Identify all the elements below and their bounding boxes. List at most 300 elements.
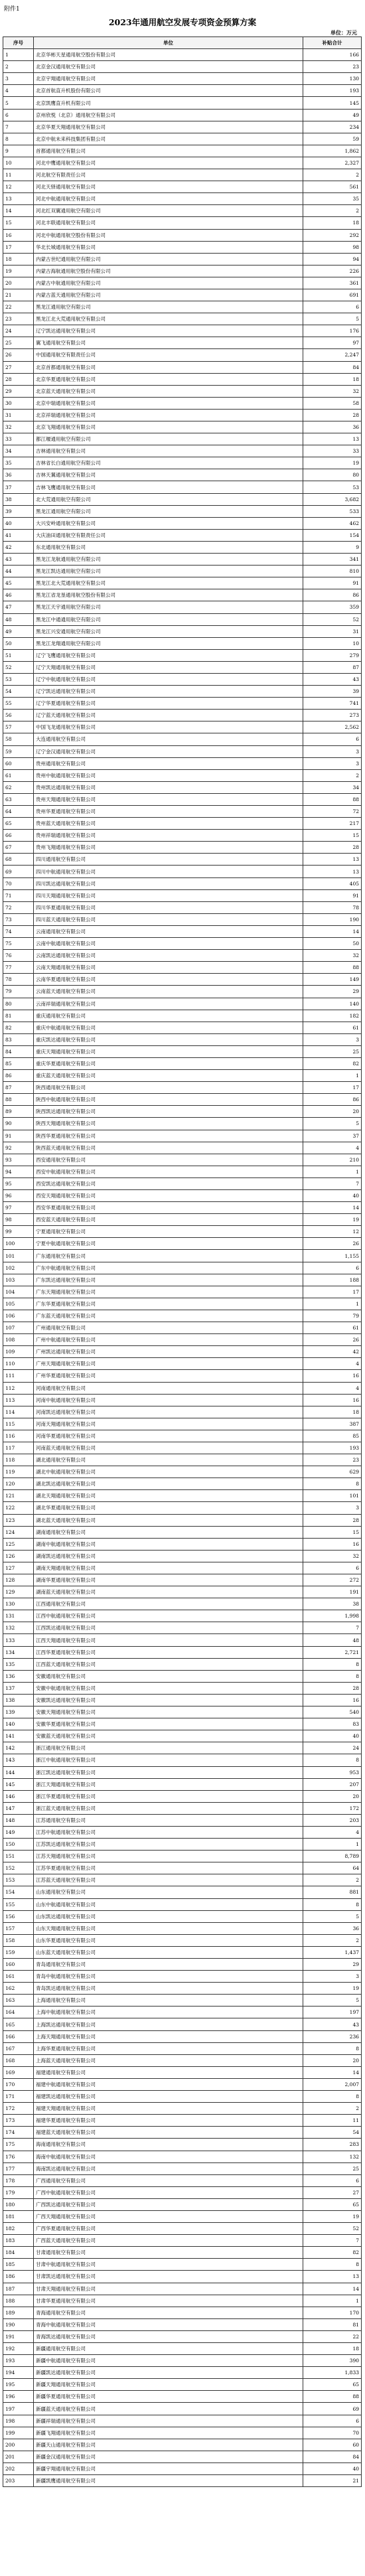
row-subsidy: 53 — [303, 481, 362, 493]
row-subsidy: 84 — [303, 361, 362, 373]
row-index: 61 — [3, 769, 34, 781]
table-row — [3, 938, 362, 950]
row-company: 西安天翔通用航空有限公司 — [34, 1190, 303, 1202]
row-index: 14 — [3, 205, 34, 217]
table-row — [3, 1778, 362, 1790]
row-company: 湖南华夏通用航空有限公司 — [34, 1574, 303, 1586]
row-company: 重庆天翔通用航空有限公司 — [34, 1045, 303, 1057]
table-row — [3, 1550, 362, 1562]
row-company: 福建天翔通用航空有限公司 — [34, 2103, 303, 2115]
row-company: 北京凯鹰直升机有限公司 — [34, 97, 303, 109]
table-row — [3, 409, 362, 421]
table-row — [3, 1790, 362, 1802]
row-index: 137 — [3, 1682, 34, 1694]
table-row — [3, 986, 362, 998]
row-company: 山东中航通用航空有限公司 — [34, 1898, 303, 1910]
table-row — [3, 686, 362, 698]
row-subsidy: 81 — [303, 2318, 362, 2330]
row-subsidy: 533 — [303, 505, 362, 517]
table-row — [3, 397, 362, 409]
table-row — [3, 1166, 362, 1177]
row-company: 辽宁凯达通用航空有限公司 — [34, 325, 303, 337]
row-company: 青岛凯达通用航空有限公司 — [34, 1983, 303, 1995]
row-subsidy: 32 — [303, 950, 362, 962]
row-index: 112 — [3, 1382, 34, 1394]
row-company: 新疆飞翔通用航空有限公司 — [34, 2427, 303, 2439]
row-index: 139 — [3, 1706, 34, 1718]
table-row — [3, 854, 362, 866]
row-index: 21 — [3, 289, 34, 301]
row-company: 贵州天翔通用航空有限公司 — [34, 793, 303, 805]
row-company: 吉林天翼通用航空有限公司 — [34, 469, 303, 481]
row-subsidy: 3,682 — [303, 493, 362, 505]
row-company: 黑龙江省龙垦通用航空股份有限公司 — [34, 589, 303, 601]
table-row — [3, 1250, 362, 1262]
row-company: 首都通用航空有限公司 — [34, 145, 303, 157]
row-index: 79 — [3, 986, 34, 998]
row-index: 50 — [3, 637, 34, 649]
row-company: 陕西凯达通用航空有限公司 — [34, 1106, 303, 1118]
row-subsidy: 2,327 — [303, 157, 362, 169]
row-company: 广州凯达通用航空有限公司 — [34, 1346, 303, 1358]
row-index: 43 — [3, 554, 34, 566]
row-company: 云南华夏通用航空有限公司 — [34, 974, 303, 986]
row-company: 翼飞通用航空有限公司 — [34, 337, 303, 349]
row-subsidy: 8 — [303, 2259, 362, 2271]
row-company: 安徽天翔通用航空有限公司 — [34, 1706, 303, 1718]
row-company: 中国通用航空有限责任公司 — [34, 349, 303, 361]
row-index: 133 — [3, 1634, 34, 1646]
row-index: 82 — [3, 1022, 34, 1033]
row-subsidy: 4 — [303, 1382, 362, 1394]
row-index: 105 — [3, 1298, 34, 1310]
table-row — [3, 1874, 362, 1886]
row-subsidy: 18 — [303, 2343, 362, 2355]
table-row — [3, 241, 362, 253]
row-company: 北京蓝天通用航空有限公司 — [34, 385, 303, 397]
row-index: 173 — [3, 2115, 34, 2127]
row-index: 7 — [3, 121, 34, 133]
row-subsidy: 72 — [303, 806, 362, 818]
unit-label: 单位：万元 — [330, 29, 357, 36]
row-subsidy: 2 — [303, 1874, 362, 1886]
row-subsidy: 52 — [303, 613, 362, 625]
table-row — [3, 529, 362, 541]
row-subsidy: 2,247 — [303, 349, 362, 361]
table-row — [3, 889, 362, 901]
row-company: 北京华夏天翔通用航空有限公司 — [34, 121, 303, 133]
row-company: 甘肃凯达通用航空有限公司 — [34, 2271, 303, 2283]
row-company: 海南通用航空有限公司 — [34, 2139, 303, 2151]
table-row — [3, 2091, 362, 2103]
row-index: 156 — [3, 1910, 34, 1922]
row-index: 153 — [3, 1874, 34, 1886]
row-index: 66 — [3, 830, 34, 842]
row-index: 194 — [3, 2367, 34, 2379]
table-row — [3, 721, 362, 733]
row-company: 北京华彬天星通用航空股份有限公司 — [34, 49, 303, 61]
row-company: 黑龙江通用航空有限公司 — [34, 505, 303, 517]
table-row — [3, 1959, 362, 1971]
table-row — [3, 2030, 362, 2042]
row-index: 163 — [3, 1995, 34, 2007]
row-subsidy: 132 — [303, 2151, 362, 2162]
row-company: 山东通用航空有限公司 — [34, 1886, 303, 1898]
row-index: 16 — [3, 229, 34, 241]
row-index: 15 — [3, 217, 34, 229]
row-company: 陕西天翔通用航空有限公司 — [34, 1118, 303, 1130]
row-company: 浙江华夏通用航空有限公司 — [34, 1790, 303, 1802]
row-index: 94 — [3, 1166, 34, 1177]
row-subsidy: 24 — [303, 1742, 362, 1754]
table-row — [3, 1922, 362, 1934]
row-index: 44 — [3, 566, 34, 577]
row-company: 黑龙江凯达通用航空有限公司 — [34, 566, 303, 577]
table-row — [3, 1478, 362, 1490]
row-subsidy: 43 — [303, 673, 362, 685]
table-row — [3, 1934, 362, 1946]
table-row — [3, 2259, 362, 2271]
row-subsidy: 26 — [303, 1334, 362, 1346]
row-subsidy: 5 — [303, 1118, 362, 1130]
row-company: 北京中瑞通用航空有限公司 — [34, 397, 303, 409]
row-company: 内蒙古中航通用航空有限公司 — [34, 277, 303, 289]
row-index: 98 — [3, 1214, 34, 1226]
table-row — [3, 121, 362, 133]
row-subsidy: 1 — [303, 1070, 362, 1082]
row-subsidy: 341 — [303, 554, 362, 566]
row-company: 广东华夏通用航空有限公司 — [34, 1298, 303, 1310]
table-row — [3, 541, 362, 553]
row-subsidy: 130 — [303, 73, 362, 85]
row-company: 山东华夏通用航空有限公司 — [34, 1934, 303, 1946]
row-company: 湖北通用航空有限公司 — [34, 1454, 303, 1466]
row-subsidy: 182 — [303, 1010, 362, 1022]
row-company: 江苏凯达通用航空有限公司 — [34, 1839, 303, 1851]
row-index: 131 — [3, 1610, 34, 1622]
row-subsidy: 7 — [303, 2235, 362, 2247]
table-row — [3, 1070, 362, 1082]
row-company: 内蒙古世纪通用航空有限公司 — [34, 253, 303, 265]
row-company: 北京飞翔通用航空有限公司 — [34, 421, 303, 433]
row-subsidy: 86 — [303, 589, 362, 601]
row-company: 辽宁天翔通用航空有限公司 — [34, 661, 303, 673]
row-subsidy: 13 — [303, 866, 362, 877]
row-company: 贵州祥瑞通用航空有限公司 — [34, 830, 303, 842]
row-company: 四川蓝天通用航空有限公司 — [34, 913, 303, 925]
table-row — [3, 1190, 362, 1202]
row-subsidy: 1,833 — [303, 2367, 362, 2379]
row-company: 新疆凯鹰通用航空有限公司 — [34, 2475, 303, 2487]
table-row — [3, 1154, 362, 1166]
row-subsidy: 7 — [303, 1622, 362, 1634]
row-index: 126 — [3, 1550, 34, 1562]
table-row — [3, 2151, 362, 2162]
row-index: 37 — [3, 481, 34, 493]
row-index: 83 — [3, 1033, 34, 1045]
row-subsidy: 203 — [303, 1814, 362, 1826]
table-row — [3, 2415, 362, 2427]
row-company: 大庆油田通用航空有限责任公司 — [34, 529, 303, 541]
row-company: 吉林通用航空有限公司 — [34, 445, 303, 457]
row-index: 103 — [3, 1274, 34, 1286]
table-row — [3, 962, 362, 974]
row-company: 广州中航通用航空有限公司 — [34, 1334, 303, 1346]
table-row — [3, 2210, 362, 2222]
row-subsidy: 166 — [303, 49, 362, 61]
table-row — [3, 2403, 362, 2415]
table-row — [3, 1346, 362, 1358]
row-company: 河南蓝天通用航空有限公司 — [34, 1442, 303, 1454]
row-subsidy: 16 — [303, 1694, 362, 1706]
table-row — [3, 2462, 362, 2474]
row-company: 浙江通用航空有限公司 — [34, 1742, 303, 1754]
row-index: 195 — [3, 2379, 34, 2391]
row-index: 89 — [3, 1106, 34, 1118]
row-subsidy: 25 — [303, 1045, 362, 1057]
row-index: 102 — [3, 1262, 34, 1274]
table-row — [3, 866, 362, 877]
table-row — [3, 601, 362, 613]
row-index: 42 — [3, 541, 34, 553]
table-row — [3, 1610, 362, 1622]
row-index: 168 — [3, 2054, 34, 2066]
row-subsidy: 390 — [303, 2355, 362, 2367]
table-row — [3, 925, 362, 937]
row-subsidy: 8,789 — [303, 1851, 362, 1862]
row-company: 浙江天翔通用航空有限公司 — [34, 1778, 303, 1790]
row-company: 辽宁中航通用航空有限公司 — [34, 673, 303, 685]
row-index: 179 — [3, 2186, 34, 2198]
row-index: 48 — [3, 613, 34, 625]
row-index: 96 — [3, 1190, 34, 1202]
table-row — [3, 325, 362, 337]
row-subsidy: 88 — [303, 962, 362, 974]
table-row — [3, 2295, 362, 2307]
row-subsidy: 3 — [303, 1971, 362, 1983]
table-row — [3, 1226, 362, 1238]
row-index: 181 — [3, 2210, 34, 2222]
table-row — [3, 1418, 362, 1430]
row-company: 北京祥瑞通用航空有限公司 — [34, 409, 303, 421]
row-subsidy: 172 — [303, 1802, 362, 1814]
row-subsidy: 6 — [303, 1262, 362, 1274]
row-subsidy: 22 — [303, 2330, 362, 2342]
row-subsidy: 1 — [303, 1839, 362, 1851]
row-subsidy: 37 — [303, 1130, 362, 1142]
row-subsidy: 8 — [303, 1658, 362, 1670]
table-row — [3, 950, 362, 962]
row-index: 5 — [3, 97, 34, 109]
row-subsidy: 283 — [303, 2139, 362, 2151]
table-row — [3, 229, 362, 241]
row-index: 157 — [3, 1922, 34, 1934]
row-subsidy: 1 — [303, 1298, 362, 1310]
table-row — [3, 2475, 362, 2487]
row-index: 32 — [3, 421, 34, 433]
row-index: 39 — [3, 505, 34, 517]
row-index: 172 — [3, 2103, 34, 2115]
table-row — [3, 589, 362, 601]
row-index: 165 — [3, 2018, 34, 2030]
row-subsidy: 19 — [303, 1983, 362, 1995]
row-company: 陕西中航通用航空有限公司 — [34, 1094, 303, 1106]
row-subsidy: 4 — [303, 1358, 362, 1370]
row-company: 广东天翔通用航空有限公司 — [34, 1286, 303, 1298]
table-row — [3, 1862, 362, 1874]
attachment-label: 附件1 — [4, 6, 20, 13]
row-index: 178 — [3, 2174, 34, 2186]
table-row — [3, 1682, 362, 1694]
row-company: 上海天翔通用航空有限公司 — [34, 2030, 303, 2042]
row-index: 161 — [3, 1971, 34, 1983]
row-index: 189 — [3, 2307, 34, 2318]
table-row — [3, 109, 362, 121]
table-row — [3, 373, 362, 385]
row-index: 100 — [3, 1238, 34, 1250]
row-subsidy: 29 — [303, 1959, 362, 1971]
row-company: 河北中鹰通用航空有限公司 — [34, 157, 303, 169]
table-row — [3, 1670, 362, 1682]
row-company: 宁夏通用航空有限公司 — [34, 1226, 303, 1238]
row-subsidy: 83 — [303, 1718, 362, 1730]
row-subsidy: 190 — [303, 913, 362, 925]
row-company: 广州通用航空有限公司 — [34, 1322, 303, 1334]
row-index: 25 — [3, 337, 34, 349]
row-index: 170 — [3, 2078, 34, 2090]
table-row — [3, 361, 362, 373]
row-index: 17 — [3, 241, 34, 253]
row-subsidy: 70 — [303, 2427, 362, 2439]
table-row — [3, 2115, 362, 2127]
table-row — [3, 1730, 362, 1742]
row-subsidy: 50 — [303, 938, 362, 950]
row-index: 180 — [3, 2198, 34, 2210]
row-subsidy: 60 — [303, 2439, 362, 2451]
table-row — [3, 445, 362, 457]
table-row — [3, 301, 362, 313]
row-company: 北京首航直升机股份有限公司 — [34, 85, 303, 97]
row-company: 福建蓝天通用航空有限公司 — [34, 2127, 303, 2139]
table-row — [3, 2186, 362, 2198]
row-index: 176 — [3, 2151, 34, 2162]
row-company: 新疆宇翔通用航空有限公司 — [34, 2462, 303, 2474]
row-subsidy: 64 — [303, 1862, 362, 1874]
row-subsidy: 292 — [303, 229, 362, 241]
table-row — [3, 253, 362, 265]
row-subsidy: 462 — [303, 517, 362, 529]
row-company: 广西通用航空有限公司 — [34, 2174, 303, 2186]
row-subsidy: 191 — [303, 1586, 362, 1598]
row-index: 56 — [3, 710, 34, 721]
table-row — [3, 661, 362, 673]
row-subsidy: 42 — [303, 1346, 362, 1358]
row-company: 江苏蓝天通用航空有限公司 — [34, 1874, 303, 1886]
row-company: 贵州凯达通用航空有限公司 — [34, 781, 303, 793]
table-row — [3, 385, 362, 397]
row-index: 77 — [3, 962, 34, 974]
table-row — [3, 1886, 362, 1898]
row-index: 24 — [3, 325, 34, 337]
row-subsidy: 273 — [303, 710, 362, 721]
table-row — [3, 2451, 362, 2462]
row-index: 141 — [3, 1730, 34, 1742]
table-row — [3, 2054, 362, 2066]
row-subsidy: 2 — [303, 769, 362, 781]
table-row — [3, 133, 362, 145]
row-index: 128 — [3, 1574, 34, 1586]
row-subsidy: 20 — [303, 1790, 362, 1802]
row-company: 河北中航通用航空股份有限公司 — [34, 229, 303, 241]
row-index: 72 — [3, 901, 34, 913]
table-row — [3, 1983, 362, 1995]
table-row — [3, 1718, 362, 1730]
table-row — [3, 2042, 362, 2054]
row-subsidy: 2,007 — [303, 2078, 362, 2090]
row-index: 95 — [3, 1177, 34, 1189]
row-index: 127 — [3, 1562, 34, 1574]
table-row — [3, 781, 362, 793]
row-index: 107 — [3, 1322, 34, 1334]
table-row — [3, 733, 362, 745]
row-subsidy: 40 — [303, 2462, 362, 2474]
table-row — [3, 2127, 362, 2139]
table-row — [3, 1646, 362, 1658]
row-index: 118 — [3, 1454, 34, 1466]
table-row — [3, 469, 362, 481]
row-subsidy: 7 — [303, 1177, 362, 1189]
table-row — [3, 2162, 362, 2174]
row-subsidy: 23 — [303, 1454, 362, 1466]
row-company: 云南祥瑞通用航空有限公司 — [34, 998, 303, 1010]
row-index: 125 — [3, 1538, 34, 1550]
row-company: 浙江蓝天通用航空有限公司 — [34, 1802, 303, 1814]
table-row — [3, 1851, 362, 1862]
row-subsidy: 33 — [303, 445, 362, 457]
row-index: 63 — [3, 793, 34, 805]
table-row — [3, 1274, 362, 1286]
row-index: 4 — [3, 85, 34, 97]
row-subsidy: 6 — [303, 2174, 362, 2186]
row-subsidy: 12 — [303, 1226, 362, 1238]
row-subsidy: 3 — [303, 745, 362, 757]
row-index: 26 — [3, 349, 34, 361]
row-subsidy: 236 — [303, 2030, 362, 2042]
row-company: 河南天翔通用航空有限公司 — [34, 1418, 303, 1430]
row-subsidy: 26 — [303, 1238, 362, 1250]
table-row — [3, 1622, 362, 1634]
table-row — [3, 145, 362, 157]
row-company: 广西华夏通用航空有限公司 — [34, 2223, 303, 2235]
table-row — [3, 1262, 362, 1274]
row-company: 辽宁华夏通用航空有限公司 — [34, 698, 303, 710]
row-company: 福建华夏通用航空有限公司 — [34, 2115, 303, 2127]
row-company: 北京宇翔通用航空有限公司 — [34, 73, 303, 85]
table-row — [3, 277, 362, 289]
row-subsidy: 176 — [303, 325, 362, 337]
row-index: 60 — [3, 757, 34, 769]
row-company: 江西凯达通用航空有限公司 — [34, 1622, 303, 1634]
row-subsidy: 40 — [303, 1190, 362, 1202]
row-company: 辽宁金汉通用航空有限公司 — [34, 745, 303, 757]
row-index: 6 — [3, 109, 34, 121]
row-company: 广西蓝天通用航空有限公司 — [34, 2235, 303, 2247]
row-index: 202 — [3, 2462, 34, 2474]
row-subsidy: 13 — [303, 854, 362, 866]
row-index: 76 — [3, 950, 34, 962]
row-index: 23 — [3, 313, 34, 325]
row-index: 75 — [3, 938, 34, 950]
